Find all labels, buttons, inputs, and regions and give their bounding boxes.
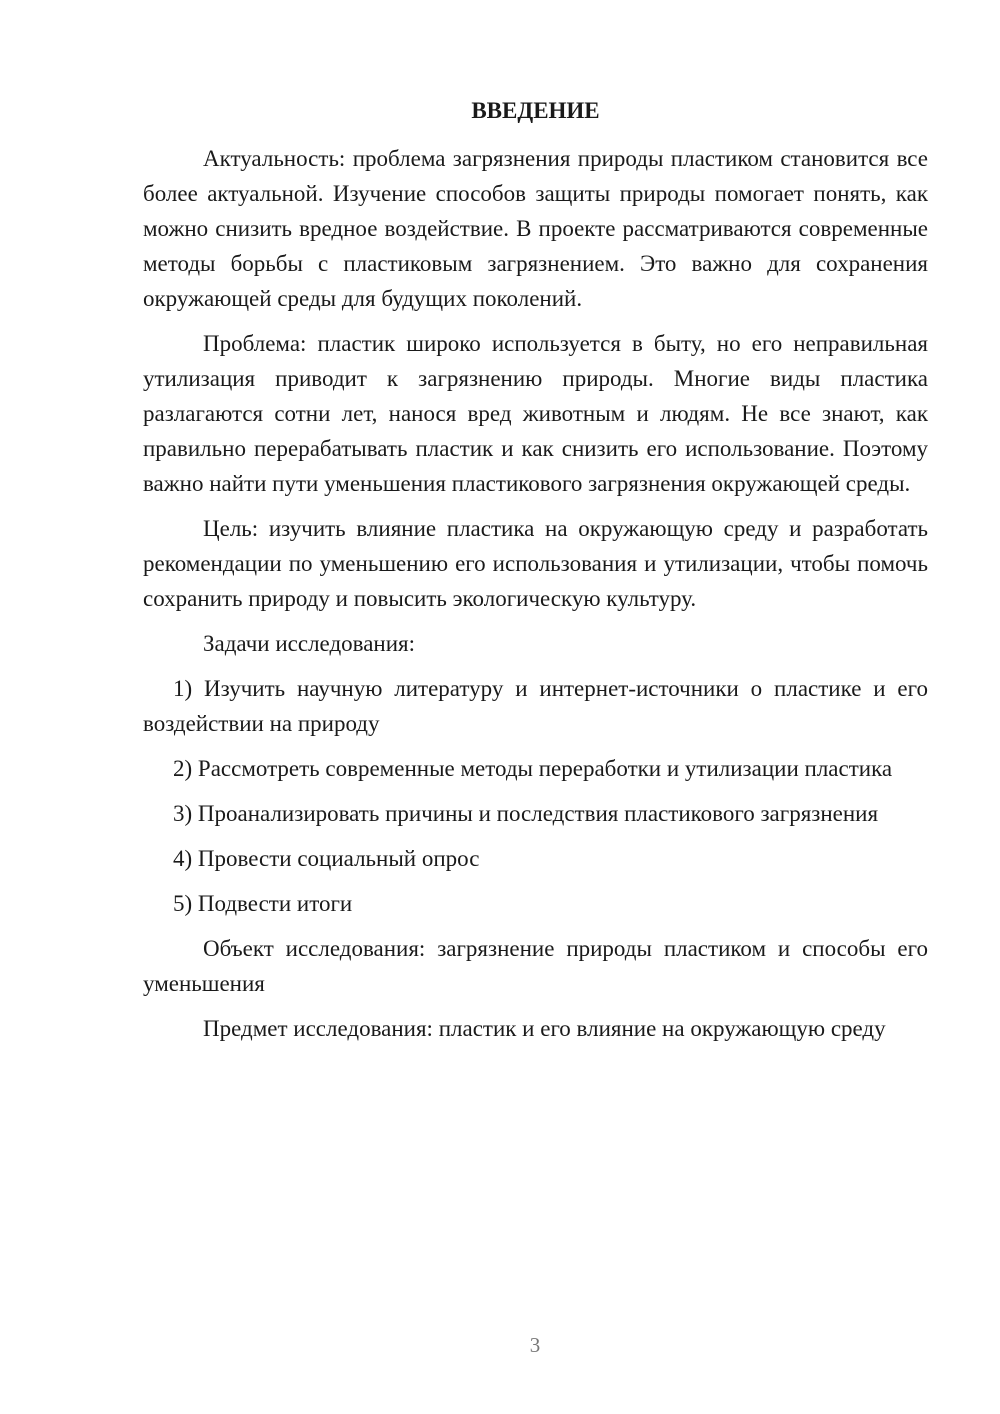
- paragraph-problem: Проблема: пластик широко используется в быту, но его неправильная утилизация приводит к загрязнению природы. Многие виды пластика разлагаются сотни лет, нанося вред животным и людям. Не все знают, как правильно перерабатывать пластик и как снизить его использование. Поэтому важно найти пути уменьшения пластикового загрязнения окружающей среды.: [143, 331, 928, 496]
- task-item-4: 4) Провести социальный опрос: [173, 846, 480, 871]
- task-item-3: 3) Проанализировать причины и последствия пластикового загрязнения: [173, 801, 879, 826]
- task-item-1: 1) Изучить научную литературу и интернет-источники о пластике и его воздействии на природу: [143, 676, 928, 736]
- page-number: 3: [529, 1333, 541, 1357]
- paragraph-object: Объект исследования: загрязнение природы пластиком и способы его уменьшения: [143, 936, 928, 996]
- paragraph-subject: Предмет исследования: пластик и его влияние на окружающую среду: [203, 1016, 886, 1041]
- task-item-5: 5) Подвести итоги: [173, 891, 353, 916]
- tasks-heading: Задачи исследования:: [203, 631, 416, 656]
- task-item-2: 2) Рассмотреть современные методы переработки и утилизации пластика: [173, 756, 893, 781]
- section-title: ВВЕДЕНИЕ: [471, 98, 600, 123]
- page-content: [143, 97, 928, 1056]
- paragraph-relevance: Актуальность: проблема загрязнения природы пластиком становится все более актуальной. Изучение способов защиты природы помогает понять, как можно снизить вредное воздействие. В проекте рассматриваются современные методы борьбы с пластиковым загрязнением. Это важно для сохранения окружающей среды для будущих поколений.: [143, 146, 928, 311]
- paragraph-goal: Цель: изучить влияние пластика на окружающую среду и разработать рекомендации по уменьшению его использования и утилизации, чтобы помочь сохранить природу и повысить экологическую культуру.: [143, 516, 928, 611]
